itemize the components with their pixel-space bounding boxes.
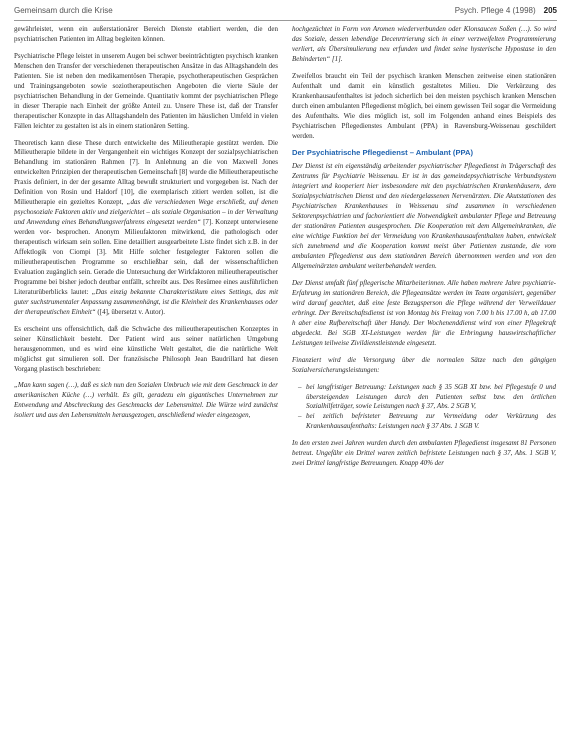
quote-text: „das die verschiedenen Wege erschließt, auf denen psychosoziale Faktoren aktiv und zielgerichtet – als soziale Organisation – in der Verwaltung und Anwendung eines Behandlungsverfahrens eingesetzt werden“ bbox=[14, 198, 278, 227]
paragraph: Der Dienst ist ein eigenständig arbeitender psychiatrischer Pflegedienst in Trägerschaft des Zentrums für Psychiatrie Weissenau. Er ist in das gemeindepsychiatrische Verbundsystem integriert und kooperiert hier insbesondere mit den psychiatrischen Krankenhäusern, dem Sozialpsychiatrischen Dienst und den niedergelassenen Nervenärzten. Die Akutstationen des Psychiatrischen Krankenhauses in Weissenau sind zusammen in verschiedenen Sektorenpsychiatrien und fachorientiert die Notwendigkeit ambulanter Pflege und Betreuung der stationären Patienten ausgesprochen. Die Kooperation mit dem Allgemeinkranken, die eine wichtige Funktion bei der Vermeidung von Krankenhausaufenthalten haben, entwickelt sich zunehmend und die Kooperation kommt meist über Patienten zustande, die vom ambulanten Pflegedienst aus dem stationären Bereich übernommen werden und von den Allgemeinärzten ambulant weiterbehandelt werden. bbox=[292, 162, 556, 271]
text-columns bbox=[14, 25, 557, 476]
paragraph: Finanziert wird die Versorgung über die normalen Sätze nach den gängigen Sozialversicherungsleistungen: bbox=[292, 355, 556, 374]
paragraph bbox=[14, 139, 278, 318]
list-item: – bei langfristiger Betreuung: Leistungen nach § 35 SGB XI bzw. bei Pflegestufe 0 und übersteigenden Leistungen durch den Patienten selbst bzw. den örtlichen Sozialhilfeträger, sowie Leistungen nach § 37, Abs. 2 SGB V, bbox=[300, 383, 556, 413]
left-column bbox=[14, 25, 278, 476]
paragraph: Es erscheint uns offensichtlich, daß die Schwäche des milieutherapeutischen Konzeptes in seiner Künstlichkeit besteht. Der Patient wird aus seiner natürlichen Umgebung herausgenommen, und es wird eine künstliche Welt gestaltet, die die natürliche Welt möglichst gut simulieren soll. Der französische Philosoph Jean Baudrillard hat diesen Vorgang plastisch beschrieben: bbox=[14, 324, 278, 373]
right-column bbox=[292, 25, 556, 476]
journal-citation: Psych. Pflege 4 (1998) bbox=[454, 6, 536, 15]
section-heading: Der Psychiatrische Pflegedienst – Ambulant (PPA) bbox=[292, 148, 474, 158]
paragraph-text: Theoretisch kann diese These durch entwickelte des Milieutherapie gestützt werden. Die Milieutherapie bildete in der Vergangenheit ein wichtiges Konzept der sozialpsychiatrischen Behandlung im stationären Rahmen [7]. In Anlehnung an die von Maxwell Jones entwickelten Prinzipien der therapeutischen Gemeinschaft [8] wurde die Milieutherapeutische Praxis definiert, in der der gesamte Alltag bewußt strukturiert und vorgegeben ist. Nach der Definition von Rosin und Haldorf [10], die exemplarisch zitiert werden sollen, ist die Milieutherapie ein gezieltes Konzept, bbox=[14, 138, 278, 207]
header-right bbox=[455, 6, 557, 15]
running-title: Gemeinsam durch die Krise bbox=[14, 6, 113, 15]
paragraph: Psychiatrische Pflege leistet in unserem Augen bei schwer beeinträchtigten psychisch kranken Menschen den Transfer der verschiedenen therapeutischen Ansätze in das Alltagshandeln des Patienten. Sie ist neben den medikamentösen Therapie, psychotherapeutischen Gesprächen und Trainingsangeboten sowie soziotherapeutischen Angeboten die vierte Säule der psychiatrischen Behandlung in der Gemeinde. Quantitativ kommt der psychiatrischen Pflege in dieser Therapie nach Einheit der größte Anteil zu. Unsere These ist, daß der Transfer therapeutischer Konzepte in das Alltagshandeln des Patienten im häuslichen Umfeld in vielen Fällen leichter zu gestalten ist als in einem stationären Setting. bbox=[14, 51, 278, 130]
funding-list bbox=[292, 383, 556, 433]
paragraph-text: ([4], übersetzt v. Autor). bbox=[97, 307, 165, 316]
paragraph: gewährleistet, wenn ein außerstationärer Bereich Dienste etabliert werden, die den psychiatrischen Patienten im Alltag begleiten können. bbox=[14, 25, 278, 43]
running-header bbox=[14, 6, 557, 21]
paragraph: Zweifellos braucht ein Teil der psychisch kranken Menschen zeitweise einen stationären Aufenthalt und damit ein künstlich gestaltetes Milieu. Die Verkürzung des Krankenhausaufenthaltes ist jedoch sicherlich bei den meisten psychisch kranken Menschen durch einen ambulanten Pflegedienst möglich, bei einem gewissen Teil sogar die Vermeidung des Aufenthalts. Wie dies möglich ist, soll im Folgenden anhand eines Beispiels des Psychiatrischen Pflegedienstes Ambulant (PPA) in Ravensburg-Weissenau geschildert werden. bbox=[292, 71, 556, 140]
block-quote: hochgezüchtet in Form von Aromen wiederverbunden oder Klonsaucen Soßen (…). So wird das Soziale, dessen lebendige Decenrtrierung sich in einer verzweifelten Programmierung verliert, als Übersimulierung neu erfunden und findet seine hysterische Hypostase in den Behinderten“ [1]. bbox=[292, 25, 556, 63]
paragraph: In den ersten zwei Jahren wurden durch den ambulanten Pflegedienst insgesamt 81 Personen betreut. Ungefähr ein Drittel waren zeitlich befristete Leistungen nach § 37, Abs. 1 SGB V, zwei Drittel langfristige Betreuungen. Knapp 40% der bbox=[292, 439, 556, 468]
quote-text: „Das einzig bekannte Charakteristikum eines Settings, das mit guter suchstrumentaler Anpassung zusammenhängt, ist die Kleinheit des Krankenhauses oder der therapeutischen Einheit“ bbox=[14, 287, 279, 316]
list-item: – bei zeitlich befristeter Betreuung zur Vermeidung oder Verkürzung des Krankenhausaufenthalts: Leistungen nach § 37 Abs. 1 SGB V. bbox=[300, 412, 556, 432]
page-number: 205 bbox=[543, 6, 557, 15]
paragraph-text: [7]. Konzept unterwiesene werden vor- besprochen. Anonym Milieufaktoren mitwirkend, die pathologisch oder therapeutisch wirksam sein sollen. Eine detailliert ausgearbeitete Liste findet sich z.B. in der Affektlogik von Ciompi [3]. Mit Hilfe solcher festgelegter Faktoren sollen die milieutherapeutischen Programme so erschließbar sein, daß der wissenschaftlichen Evaluation zugänglich sein. Gerade die Untersuchung der Wirkfaktoren milieutherapeutischer Programme bei bisher jedoch deutbar entfällt, schreibt aus. Des Resümee eines ausführlichen Literaturüberblicks lautet: bbox=[14, 218, 279, 296]
block-quote: „Man kann sagen (…), daß es sich nun den Sozialen Umbruch wie mit dem Geschmack in der amerikanischen Küche (…) verhält. Es gilt, geradezu ein gigantisches Unternehmen zur Entwendung und Abschreckung des Geschmacks der Lebensmittel. Die Würze wird zunächst isoliert und aus den Lebensmitteln herausgezogen, anschließend wieder eingezogen, bbox=[14, 381, 278, 420]
paragraph: Der Dienst umfaßt fünf pflegerische Mitarbeiterinnen. Alle haben mehrere Jahre psychiatrie-Erfahrung im stationären Bereich, die Pflegeansätze werden im Team organisiert, gegenüber wird darauf geachtet, daß eine feste Bezugsperson die Pflege während der Verweildauer erbringt. Der Bereitschaftsdienst ist von Montag bis Freitag von 7.00 h bis 17.00 h, ab 17.00 h aber eine Rufbereitschaft über Handy. Der Wochenenddienst wird von einer Pflegekraft abgedeckt. Bei SGB XI-Leistungen werden für die Erbringung hauswirtschaftlicher Leistungen teilweise Zivildienstleistende eingesetzt. bbox=[292, 278, 556, 347]
